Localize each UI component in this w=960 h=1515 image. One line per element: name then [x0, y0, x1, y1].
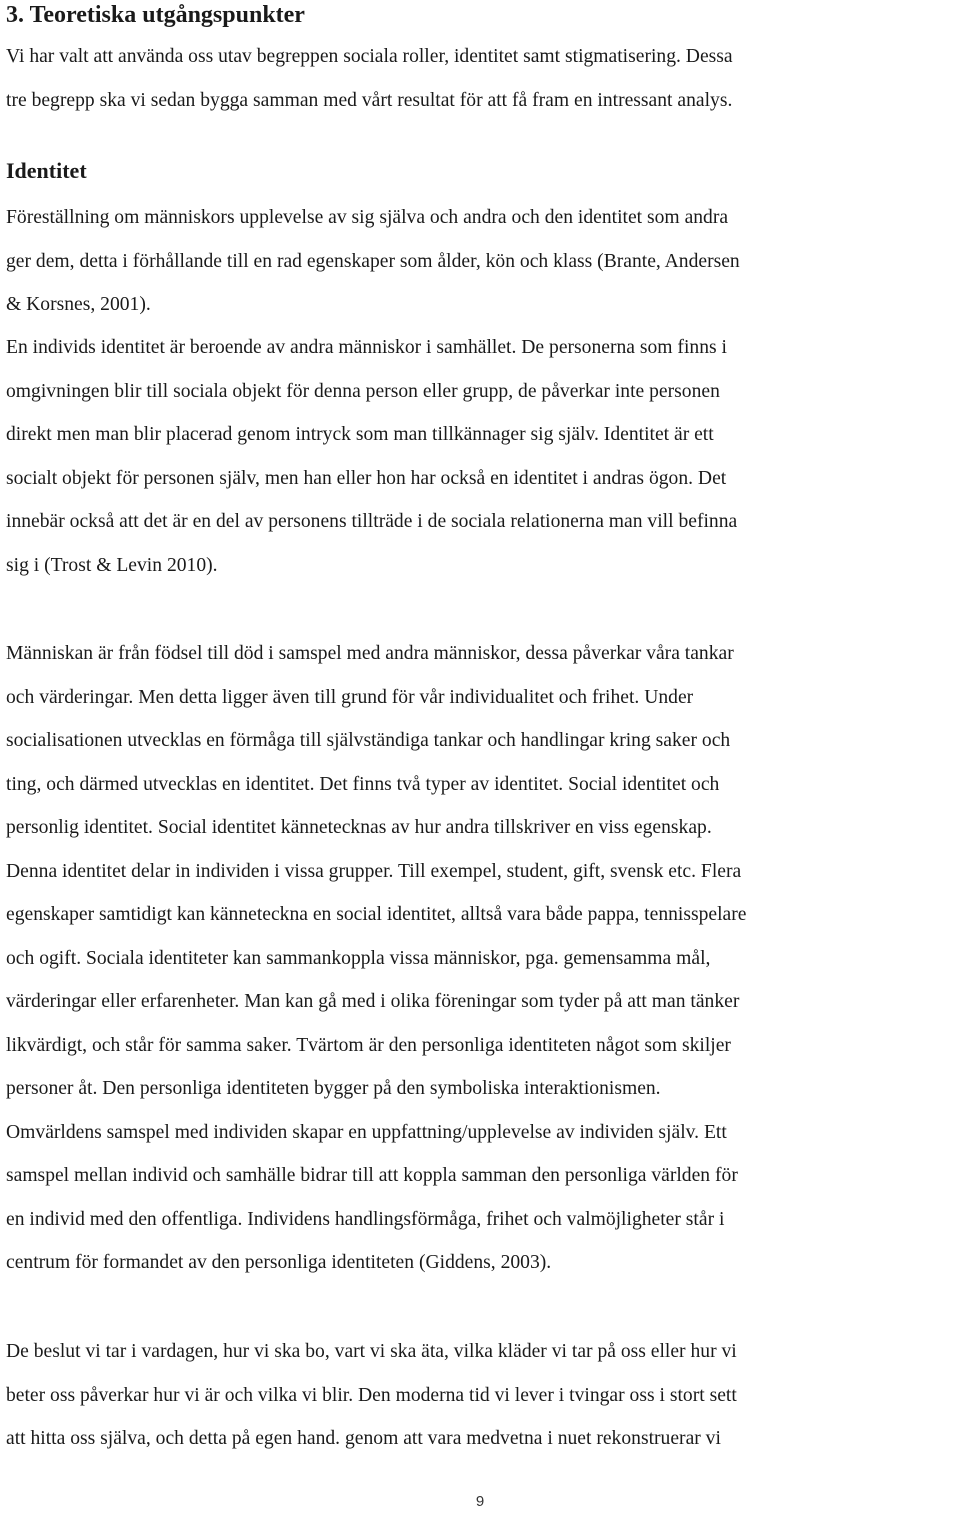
paragraph-line: centrum för formandet av den personliga identiteten (Giddens, 2003). — [6, 1252, 552, 1273]
paragraph-line: värderingar eller erfarenheter. Man kan gå med i olika föreningar som tyder på att man tänker — [6, 991, 740, 1012]
paragraph-line: socialisationen utvecklas en förmåga till självständiga tankar och handlingar kring saker och — [6, 730, 731, 751]
paragraph-line: Omvärldens samspel med individen skapar en uppfattning/upplevelse av individen själv. Ett — [6, 1121, 727, 1143]
paragraph-line: direkt men man blir placerad genom intryck som man tillkännager sig själv. Identitet är ett — [6, 424, 714, 445]
definition-line: & Korsnes, 2001). — [6, 294, 151, 315]
paragraph-line: personlig identitet. Social identitet kännetecknas av hur andra tillskriver en viss egenskap. — [6, 817, 712, 838]
intro-line: tre begrepp ska vi sedan bygga samman med vårt resultat för att få fram en intressant analys. — [6, 89, 733, 111]
paragraph-line: De beslut vi tar i vardagen, hur vi ska bo, vart vi ska äta, vilka kläder vi tar på oss eller hur vi — [6, 1341, 737, 1362]
page-number: 9 — [475, 1493, 485, 1510]
paragraph-line: En individs identitet är beroende av andra människor i samhället. De personerna som finns i — [6, 337, 727, 358]
paragraph-line: personer åt. Den personliga identiteten bygger på den symboliska interaktionismen. — [6, 1078, 661, 1099]
paragraph-line: att hitta oss själva, och detta på egen hand. genom att vara medvetna i nuet rekonstruerar vi — [6, 1428, 721, 1449]
paragraph-line: omgivningen blir till sociala objekt för denna person eller grupp, de påverkar inte personen — [6, 380, 720, 402]
paragraph-line: och ogift. Sociala identiteter kan sammankoppla vissa människor, pga. gemensamma mål, — [6, 947, 711, 969]
paragraph-line: ting, och därmed utvecklas en identitet. Det finns två typer av identitet. Social identitet och — [6, 773, 720, 795]
paragraph-line: innebär också att det är en del av personens tillträde i de sociala relationerna man vill befinna — [6, 511, 738, 532]
paragraph-line: sig i (Trost & Levin 2010). — [6, 554, 218, 576]
paragraph-line: beter oss påverkar hur vi är och vilka vi blir. Den moderna tid vi lever i tvingar oss i stort sett — [6, 1384, 737, 1406]
paragraph-line: Denna identitet delar in individen i vissa grupper. Till exempel, student, gift, svensk etc. Flera — [6, 860, 742, 882]
definition-line: ger dem, detta i förhållande till en rad egenskaper som ålder, kön och klass (Brante, Andersen — [6, 250, 740, 272]
definition-line: Föreställning om människors upplevelse av sig själva och andra och den identitet som andra — [6, 207, 729, 228]
paragraph-line: och värderingar. Men detta ligger även till grund för vår individualitet och frihet. Under — [6, 686, 694, 708]
paragraph-line: en individ med den offentliga. Individens handlingsförmåga, frihet och valmöjligheter står i — [6, 1208, 725, 1230]
paragraph-line: socialt objekt för personen själv, men han eller hon har också en identitet i andras ögon. Det — [6, 467, 727, 489]
chapter-title: 3. Teoretiska utgångspunkter — [6, 2, 305, 28]
body-paragraph-2 — [6, 632, 956, 1285]
section-title-identitet: Identitet — [6, 158, 87, 183]
intro-line: Vi har valt att använda oss utav begreppen sociala roller, identitet samt stigmatisering. Dessa — [6, 46, 733, 67]
intro-paragraph — [6, 35, 956, 122]
body-paragraph-1 — [6, 326, 956, 587]
paragraph-line: Människan är från födsel till död i samspel med andra människor, dessa påverkar våra tankar — [6, 643, 734, 664]
definition-paragraph — [6, 196, 956, 327]
paragraph-line: egenskaper samtidigt kan känneteckna en social identitet, alltså vara både pappa, tennisspelare — [6, 904, 747, 925]
paragraph-line: likvärdigt, och står för samma saker. Tvärtom är den personliga identiteten något som skiljer — [6, 1034, 731, 1056]
paragraph-line: samspel mellan individ och samhälle bidrar till att koppla samman den personliga världen för — [6, 1165, 738, 1186]
body-paragraph-3 — [6, 1330, 956, 1461]
